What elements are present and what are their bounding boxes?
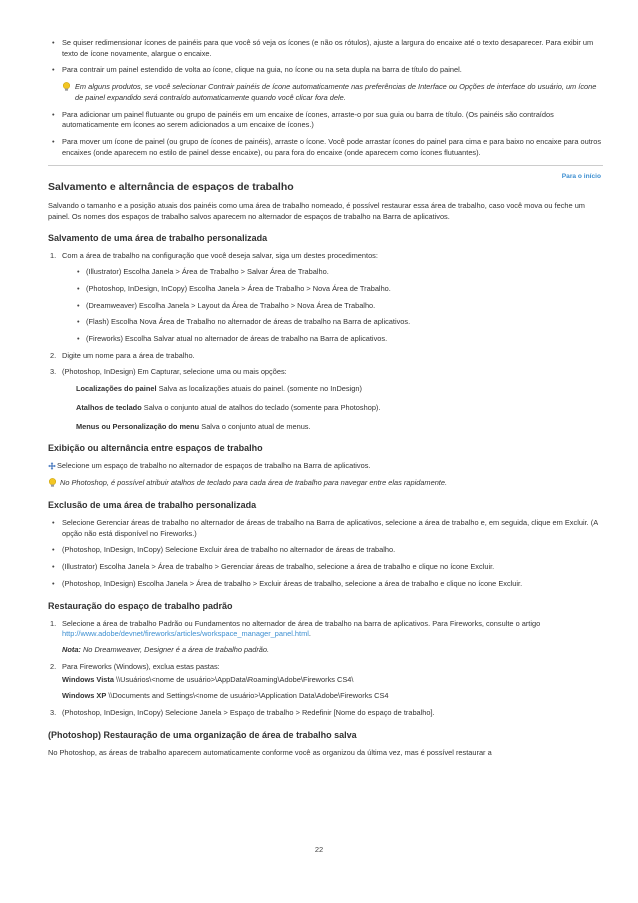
- sub-list-item: • (Fireworks) Escolha Salvar atual no alternador de áreas de trabalho na Barra de aplicativos.: [62, 334, 603, 345]
- folder-path: \\Documents and Settings\<nome de usuário>\Application Data\Adobe\Fireworks CS4: [108, 691, 389, 701]
- tip-note-text: Em alguns produtos, se você selecionar Contrair painéis de ícone automaticamente nas preferências de Interface ou Opções de interface do usuário, um ícone de painel expandido será contraído automaticamente quando você clicar fora dele.: [75, 82, 597, 102]
- save-steps: [48, 251, 603, 432]
- section-title: Salvamento e alternância de espaços de trabalho: [48, 180, 294, 193]
- paragraph: No Photoshop, as áreas de trabalho aparecem automaticamente conforme você as organizou da última vez, mas é possível restaurar a: [48, 747, 492, 757]
- section-intro: Salvando o tamanho e a posição atuais dos painéis como uma área de trabalho nomeado, é possível restaurar essa área de trabalho, caso você mova ou feche um painel. Os nomes dos espaços de trabalho salvos aparecem no alternador de espaços de trabalho na Barra de aplicativos.: [48, 200, 585, 221]
- sub-bullet-list: [62, 267, 603, 345]
- subsection-title-display: Exibição ou alternância entre espaços de trabalho: [48, 443, 263, 454]
- step-text: (Photoshop, InDesign) Em Capturar, selecione uma ou mais opções:: [62, 367, 287, 377]
- step-text-end: .: [308, 629, 311, 639]
- step-item: [48, 351, 603, 362]
- action-line-text: Selecione um espaço de trabalho no alternador de espaços de trabalho na Barra de aplicativos.: [57, 461, 371, 471]
- path-line-vista: [62, 675, 603, 686]
- lightbulb-icon: [62, 82, 71, 92]
- subsection-title-delete: Exclusão de uma área de trabalho personalizada: [48, 499, 257, 510]
- step-number: 2.: [50, 350, 57, 360]
- os-label: Windows XP: [62, 691, 107, 701]
- list-item: [48, 65, 603, 76]
- option-desc: Salva as localizações atuais do painel. (somente no InDesign): [158, 384, 362, 394]
- folder-path: \\Usuários\<nome de usuário>\AppData\Roaming\Adobe\Fireworks CS4\: [116, 674, 354, 684]
- step-text: Selecione a área de trabalho Padrão ou Fundamentos no alternador de área de trabalho na barra de aplicativos. Para Fireworks, consulte o artigo: [62, 618, 541, 628]
- step-item: [48, 367, 603, 432]
- option-term: Menus ou Personalização do menu: [76, 421, 200, 431]
- action-line: [48, 461, 603, 472]
- step-number: 1.: [50, 251, 57, 261]
- intro-bullet-list: [48, 38, 603, 76]
- list-item: • Para mover um ícone de painel (ou grupo de ícones de painéis), arraste o ícone. Você pode arrastar ícones do painel para cima e para baixo no encaixe para outros encaixes (onde aparecem no estilo de painel desse encaixe), ou para fora do encaixe (onde aparecem como ícones flutuantes).: [48, 137, 603, 158]
- list-item: • (Illustrator) Escolha Janela > Área de trabalho > Gerenciar áreas de trabalho, selecione a área de trabalho e clique no ícone Excluir.: [48, 562, 603, 573]
- list-item: • Se quiser redimensionar ícones de painéis para que você só veja os ícones (e não os rótulos), ajuste a largura do encaixe até o texto desaparecer. Para exibir um texto de ícone novamente, alargue o encaixe.: [48, 38, 603, 59]
- step-number: 2.: [50, 661, 57, 671]
- step-text: (Photoshop, InDesign, InCopy) Selecione Janela > Espaço de trabalho > Redefinir [Nome do espaço de trabalho].: [62, 708, 435, 718]
- step-item: [48, 708, 603, 719]
- tip-note: [48, 82, 603, 103]
- step-item: [48, 662, 603, 702]
- intro-bullet-list-2: [48, 110, 603, 159]
- tip-note: [48, 478, 603, 489]
- list-item: • Selecione Gerenciar áreas de trabalho no alternador de áreas de trabalho na Barra de aplicativos, selecione a área de trabalho e, em seguida, clique em Excluir. (A opção não está disponível no Fireworks.): [48, 518, 603, 539]
- step-number: 3.: [50, 708, 57, 718]
- path-line-xp: [62, 691, 603, 702]
- tip-note-text: No Photoshop, é possível atribuir atalhos de teclado para cada área de trabalho para navegar entre elas rapidamente.: [60, 478, 448, 488]
- list-item-text: Para contrair um painel estendido de volta ao ícone, clique na guia, no ícone ou na seta dupla na barra de título do painel.: [62, 65, 462, 75]
- option-desc: Salva o conjunto atual de menus.: [201, 421, 311, 431]
- article-link[interactable]: http://www.adobe/devnet/fireworks/articles/workspace_manager_panel.html: [62, 629, 309, 639]
- option-row: [62, 384, 603, 395]
- sub-list-item: • (Illustrator) Escolha Janela > Área de Trabalho > Salvar Área de Trabalho.: [62, 267, 603, 278]
- step-number: 3.: [50, 367, 57, 377]
- step-text: Digite um nome para a área de trabalho.: [62, 350, 195, 360]
- sub-list-item: • (Flash) Escolha Nova Área de Trabalho no alternador de áreas de trabalho na Barra de aplicativos.: [62, 317, 603, 328]
- inline-note: [62, 645, 603, 656]
- option-term: Localizações do painel: [76, 384, 157, 394]
- restore-steps: [48, 619, 603, 719]
- delete-bullet-list: [48, 518, 603, 590]
- option-row: [62, 403, 603, 414]
- step-number: 1.: [50, 618, 57, 628]
- subsection-title-photoshop: (Photoshop) Restauração de uma organização de área de trabalho salva: [48, 729, 357, 740]
- sub-list-item: • (Photoshop, InDesign, InCopy) Escolha Janela > Área de Trabalho > Nova Área de Trabalho.: [62, 284, 603, 295]
- step-item: [48, 251, 603, 344]
- step-text: Com a área de trabalho na configuração que você deseja salvar, siga um destes procedimentos:: [62, 251, 378, 261]
- list-item: • Para adicionar um painel flutuante ou grupo de painéis em um encaixe de ícones, arraste-o por sua guia ou barra de título. (Os painéis são contraídos automaticamente em ícones ao serem adicionados a um encaixe de ícones.): [48, 110, 603, 131]
- note-text: No Dreamweaver, Designer é a área de trabalho padrão.: [82, 645, 270, 655]
- os-label: Windows Vista: [62, 674, 114, 684]
- lightbulb-icon: [48, 478, 57, 488]
- step-text: Para Fireworks (Windows), exclua estas pastas:: [62, 661, 220, 671]
- plus-arrows-icon: [48, 462, 56, 470]
- option-desc: Salva o conjunto atual de atalhos do teclado (somente para Photoshop).: [143, 402, 381, 412]
- page-content: [48, 38, 603, 765]
- list-item: • (Photoshop, InDesign, InCopy) Selecione Excluir área de trabalho no alternador de áreas de trabalho.: [48, 545, 603, 556]
- page-number: 22: [314, 845, 324, 854]
- step-item: [48, 619, 603, 656]
- sub-list-item: • (Dreamweaver) Escolha Janela > Layout da Área de Trabalho > Nova Área de Trabalho.: [62, 301, 603, 312]
- note-label: Nota:: [62, 645, 81, 655]
- subsection-title-restore: Restauração do espaço de trabalho padrão: [48, 600, 233, 611]
- list-item: • (Photoshop, InDesign) Escolha Janela > Área de trabalho > Excluir áreas de trabalho, selecione a área de trabalho e clique no ícone Excluir.: [48, 579, 603, 590]
- section-header: [48, 165, 603, 195]
- option-row: [62, 422, 603, 433]
- subsection-title-save: Salvamento de uma área de trabalho personalizada: [48, 233, 268, 244]
- back-to-top-link[interactable]: Para o início: [561, 172, 601, 180]
- option-term: Atalhos de teclado: [76, 402, 142, 412]
